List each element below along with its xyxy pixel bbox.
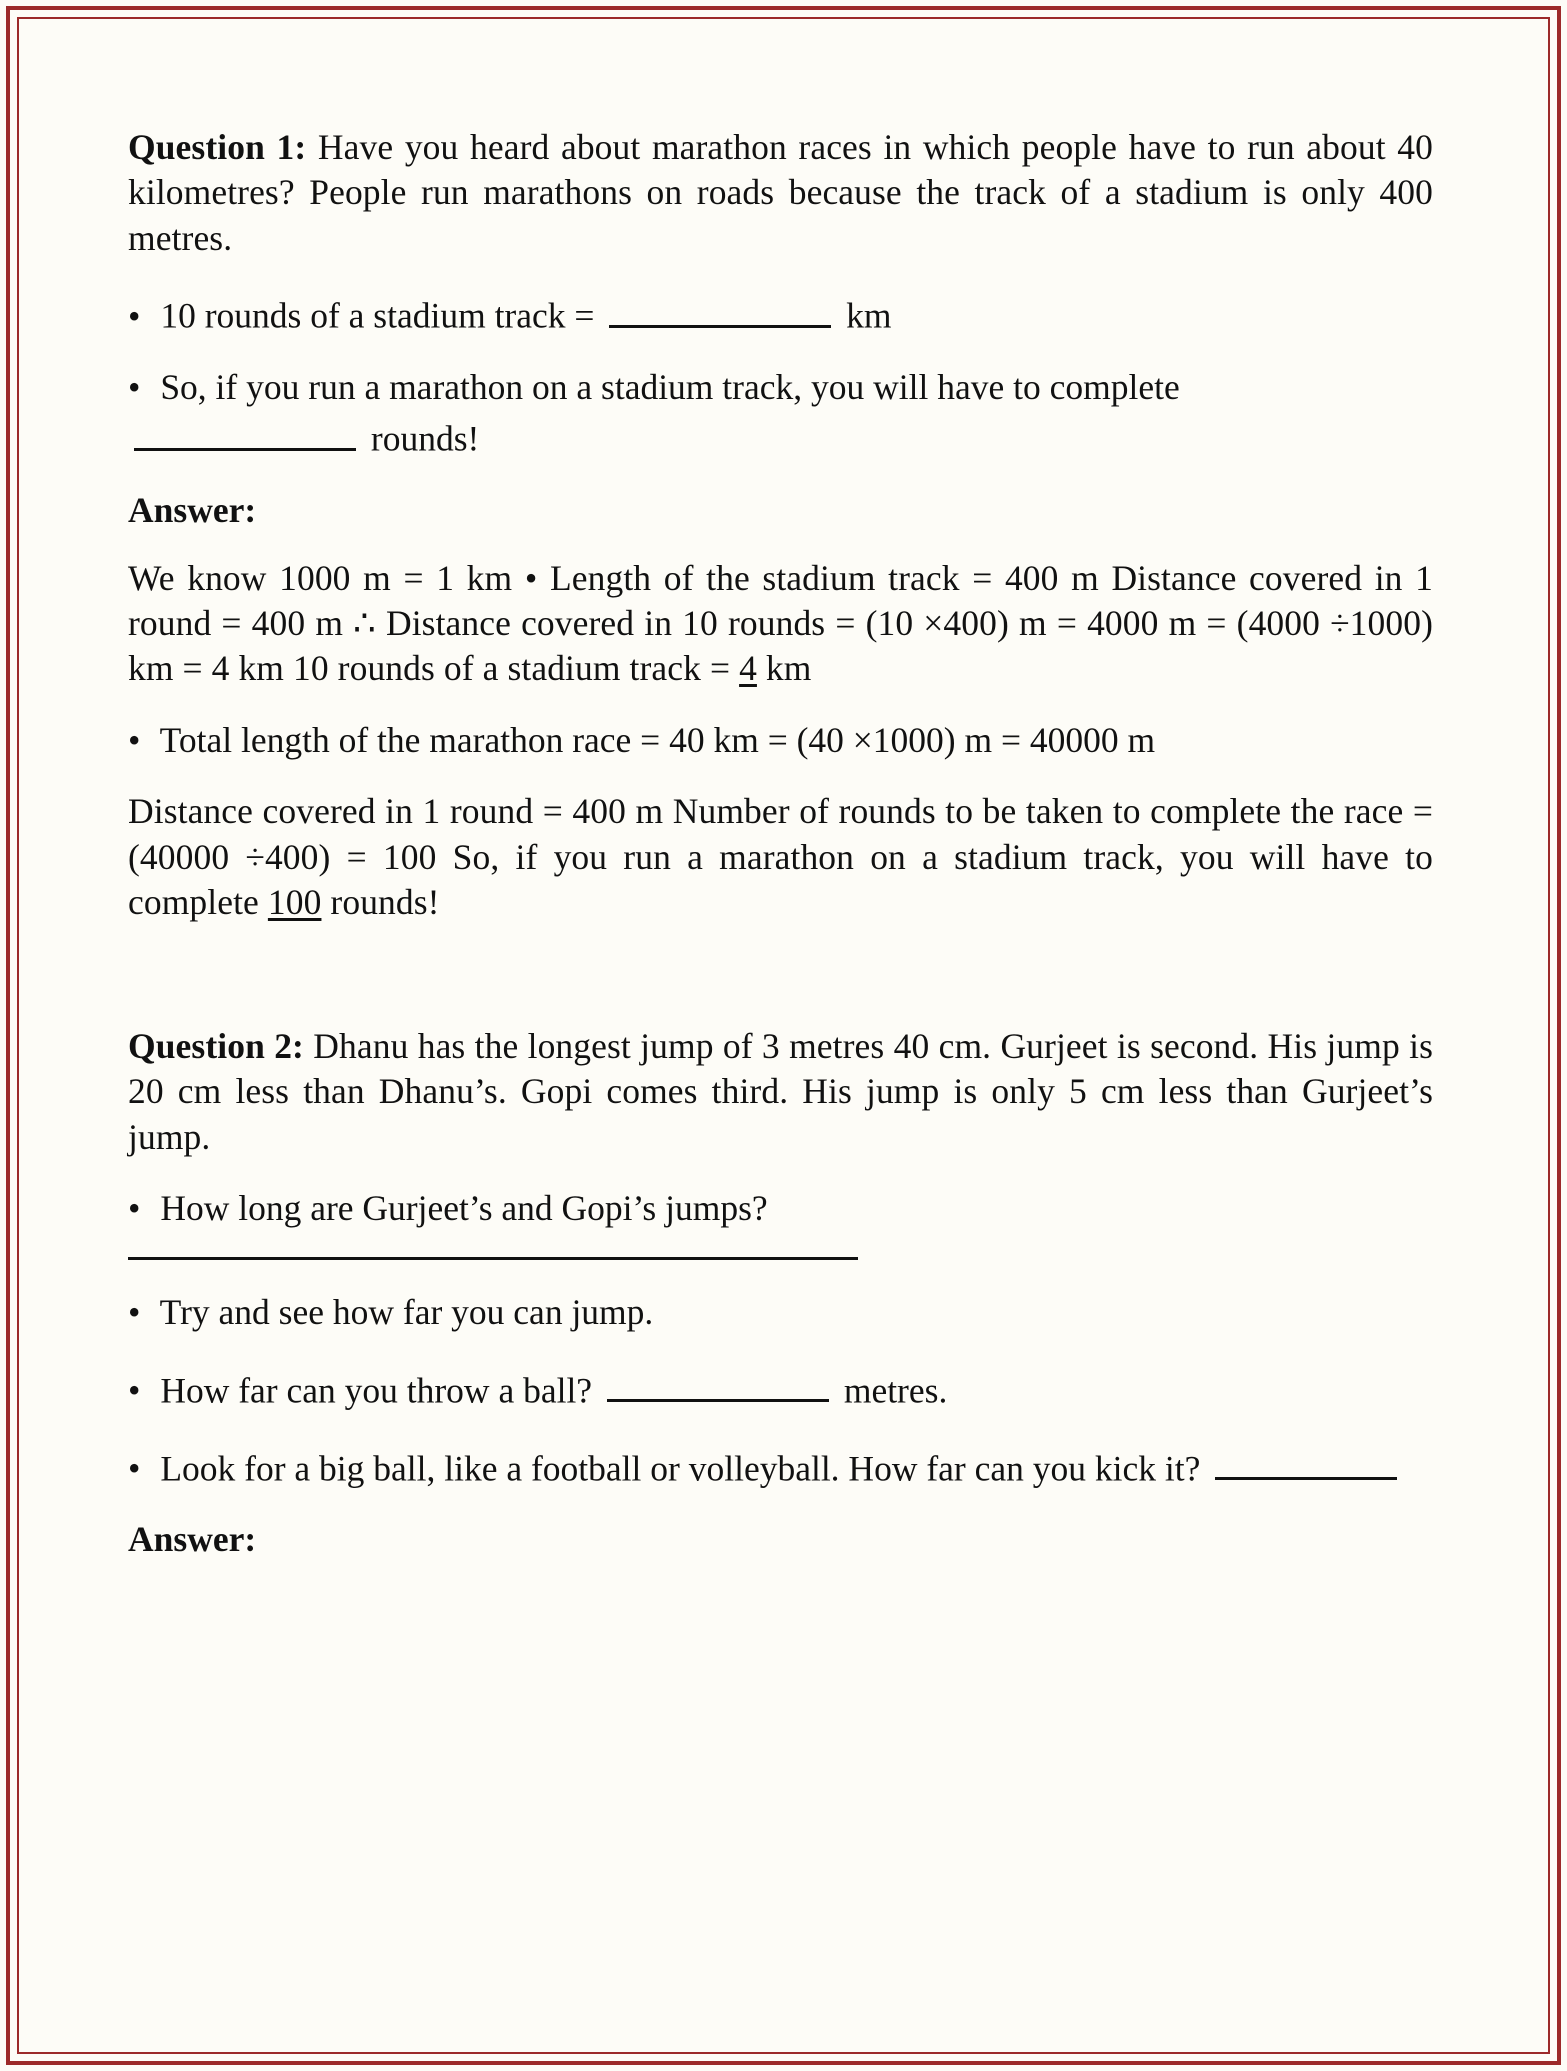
- answer-2-tail: rounds!: [321, 882, 440, 923]
- question-2-answer-label: Answer:: [128, 1519, 257, 1560]
- fill-blank-throw-distance[interactable]: [607, 1362, 829, 1402]
- question-2-bullet-1-text: How long are Gurjeet’s and Gopi’s jumps?: [160, 1187, 768, 1228]
- question-1-bullet-2-tail: rounds!: [362, 418, 480, 459]
- question-1-answer-paragraph-1: [128, 556, 1433, 692]
- question-2-label: Question 2:: [128, 1025, 304, 1066]
- question-1-bullet-1-unit: km: [837, 295, 892, 336]
- question-1-answer-paragraph-2: [128, 789, 1433, 925]
- fill-blank-kick-distance[interactable]: [1215, 1440, 1397, 1480]
- page-content: [128, 125, 1433, 1585]
- question-2-bullet-2: [128, 1290, 1433, 1335]
- question-1-bullet-1-text: 10 rounds of a stadium track =: [160, 295, 604, 336]
- question-1-answer-label: Answer:: [128, 490, 257, 531]
- question-2-bullet-1: [128, 1186, 1433, 1231]
- question-2-bullet-4: [128, 1440, 1433, 1492]
- question-1-label: Question 1:: [128, 127, 307, 167]
- fill-blank-marathon-rounds[interactable]: [134, 410, 356, 450]
- question-2-text: Dhanu has the longest jump of 3 metres 40 cm. Gurjeet is second. His jump is 20 cm less than Dhanu’s. Gopi comes third. His jump is only 5 cm less than Gurjeet’s jump.: [128, 1025, 1433, 1157]
- question-1-bullet-2-text: So, if you run a marathon on a stadium track, you will have to complete: [160, 367, 1180, 408]
- answer-1-value: 4: [739, 648, 757, 689]
- question-2-bullet-3-unit: metres.: [834, 1370, 948, 1411]
- question-1-prompt: [128, 125, 1433, 261]
- question-2-bullet-3-text: How far can you throw a ball?: [160, 1370, 601, 1411]
- question-1-bullet-1: [128, 287, 1433, 339]
- question-1-text: Have you heard about marathon races in which people have to run about 40 kilometres? People run marathons on roads because the track of a stadium is only 400 metres.: [128, 127, 1433, 258]
- answer-1-tail: km: [756, 648, 812, 689]
- answer-1-bullet-text: Total length of the marathon race = 40 km = (40 ×1000) m = 40000 m: [159, 719, 1156, 760]
- answer-1-body: We know 1000 m = 1 km • Length of the stadium track = 400 m Distance covered in 1 round = 400 m ∴ Distance covered in 10 rounds = (10 ×400) m = 4000 m = (4000 ÷1000) km = 4 km 10 rounds of a stadium track =: [128, 557, 1433, 689]
- answer-2-value: 100: [267, 882, 322, 923]
- question-2-bullet-2-text: Try and see how far you can jump.: [159, 1292, 654, 1333]
- answer-2-body: Distance covered in 1 round = 400 m Number of rounds to be taken to complete the race = (40000 ÷400) = 100 So, if you run a marathon on a stadium track, you will have to complete: [128, 791, 1433, 923]
- fill-blank-rounds-km[interactable]: [609, 287, 831, 327]
- question-2-bullet-4-text: Look for a big ball, like a football or volleyball. How far can you kick it?: [160, 1447, 1210, 1488]
- question-2-bullet-3: [128, 1362, 1433, 1414]
- answer-write-line[interactable]: [128, 1257, 858, 1260]
- question-1-bullet-2: [128, 365, 1433, 462]
- question-2-prompt: [128, 1024, 1433, 1160]
- question-1-answer-bullet: [128, 718, 1433, 763]
- section-spacer: [128, 952, 1433, 1024]
